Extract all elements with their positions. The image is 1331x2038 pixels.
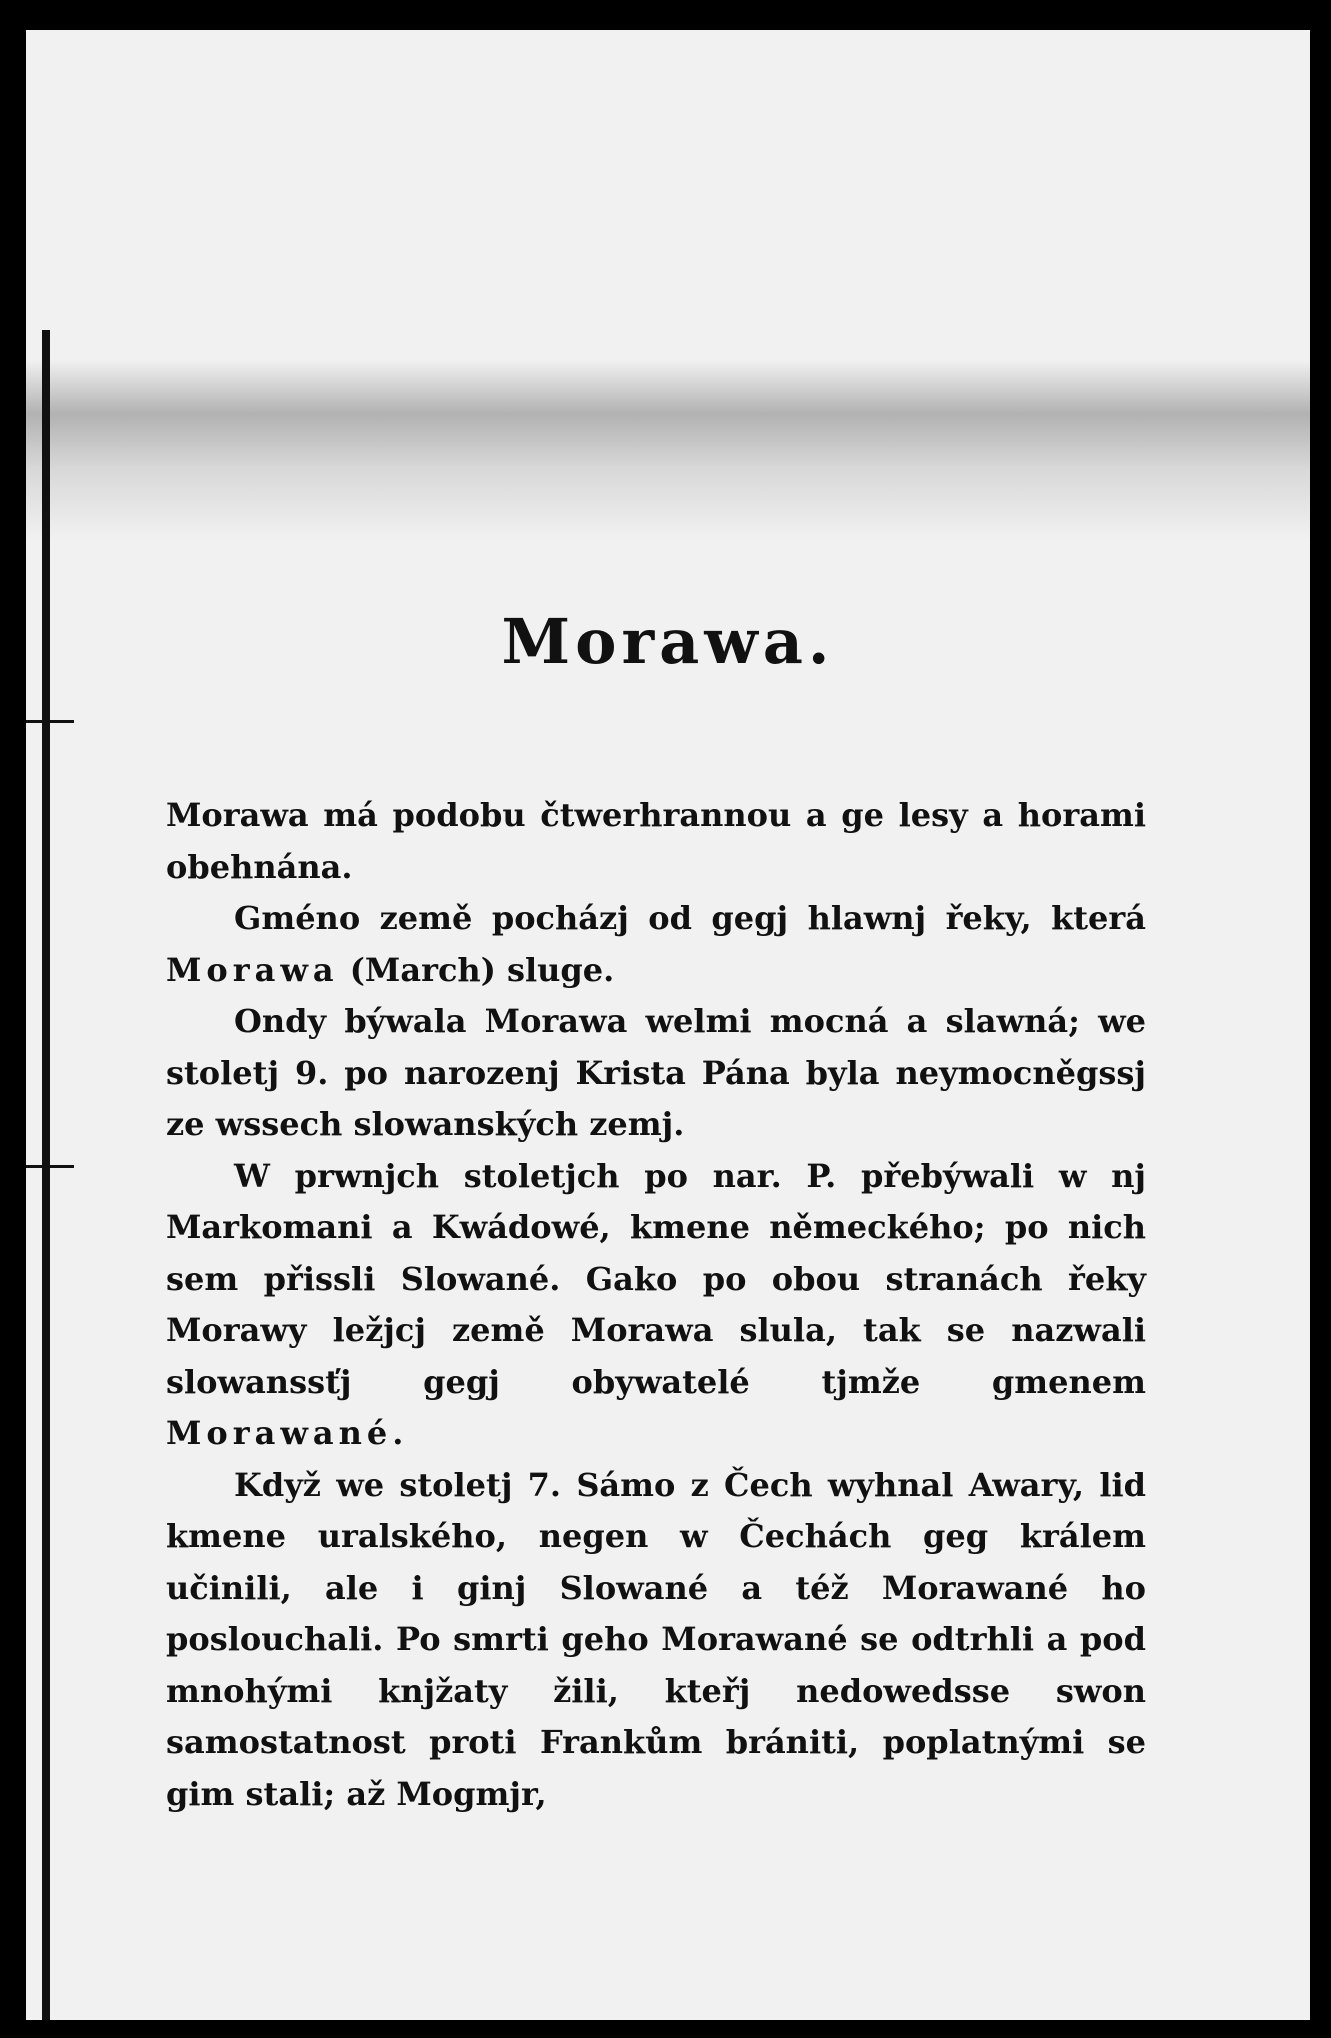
margin-mark bbox=[26, 1165, 74, 1168]
paragraph-5-text: Když we stoletj 7. Sámo z Čech wyhnal Awary, lid kmene uralského, negen w Čechách geg králem učinili, ale i ginj Slowané a též Morawané ho poslouchali. Po smrti geho Morawané se odtrhli a pod mnohými knjžaty žili, kteřj nedowedsse swon samostatnost proti Frankům brániti, poplatnými se gim stali; až Mogmjr, bbox=[166, 1465, 1146, 1813]
paragraph-2-text-b: (March) sluge. bbox=[338, 950, 615, 989]
paragraph-1-text: Morawa má podobu čtwerhrannou a ge lesy a horami obehnána. bbox=[166, 796, 1146, 886]
page-spine-edge bbox=[42, 330, 50, 2020]
paragraph-1 bbox=[166, 790, 1146, 893]
paragraph-5 bbox=[166, 1460, 1146, 1821]
paragraph-2-emphasis: Morawa bbox=[166, 950, 339, 989]
body-text bbox=[166, 790, 1146, 1820]
paragraph-2-text-a: Gméno země pocházj od gegj hlawnj řeky, která bbox=[234, 899, 1146, 937]
page-title: Morawa. bbox=[501, 605, 835, 678]
margin-mark bbox=[26, 720, 74, 723]
paragraph-4-text-a: W prwnjch stoletjch po nar. P. přebýwali w nj Markomani a Kwádowé, kmene německého; po nich sem přissli Slowané. Gako po obou stranách řeky Morawy ležjcj země Morawa slula, tak se nazwali slowanssťj gegj obywatelé tjmže gmenem bbox=[166, 1156, 1146, 1401]
paragraph-4 bbox=[166, 1151, 1146, 1460]
paragraph-4-emphasis: Morawané bbox=[166, 1414, 393, 1452]
paragraph-3 bbox=[166, 996, 1146, 1151]
paragraph-4-text-b: . bbox=[392, 1414, 404, 1452]
paragraph-2 bbox=[166, 893, 1146, 996]
paragraph-3-text: Ondy býwala Morawa welmi mocná a slawná; we stoletj 9. po narozenj Krista Pána byla neymocněgssj ze wssech slowanských zemj. bbox=[166, 1002, 1146, 1143]
book-page bbox=[26, 30, 1310, 2020]
